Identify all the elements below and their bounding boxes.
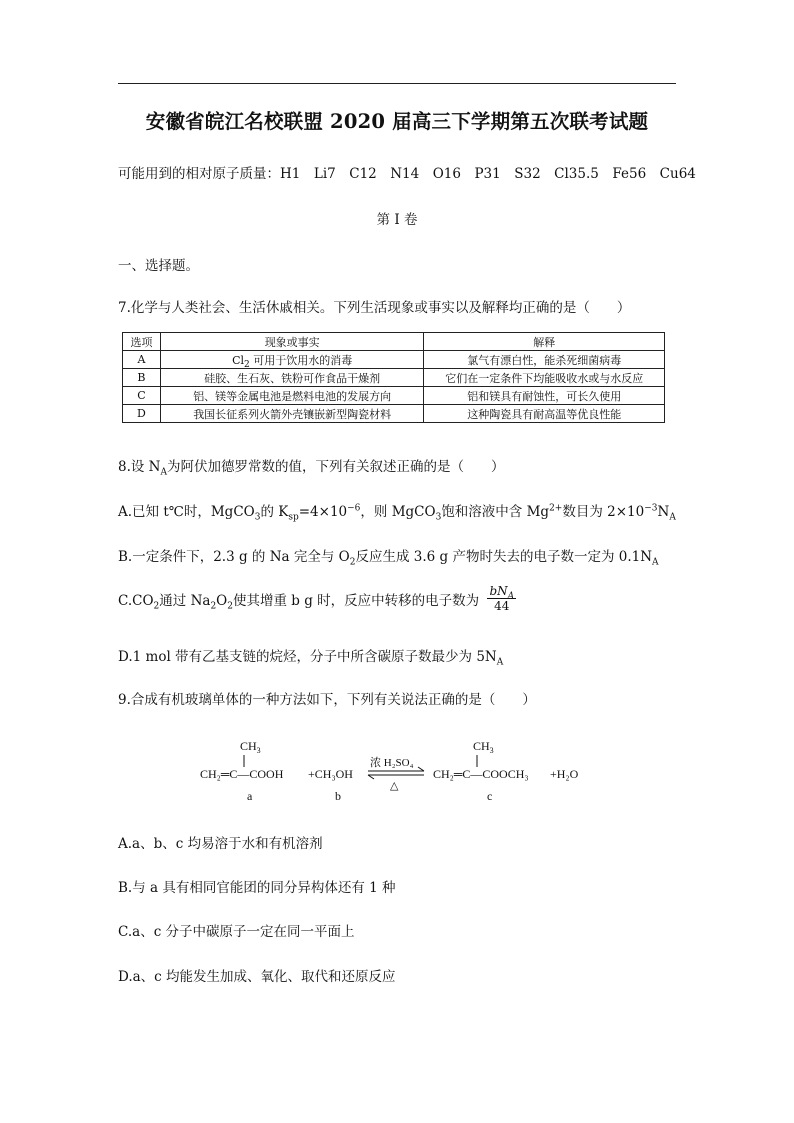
methyl-a: $CH_3$ <box>240 739 261 755</box>
label-c: c <box>487 789 493 803</box>
q8-option-c: $C.CO_2$通过 $Na_2O_2$使其增重 b g 时，反应中转移的电子数为 $\frac{bN_A}{44}$ <box>118 584 515 613</box>
row-option: D <box>123 405 161 423</box>
row-option: B <box>123 369 161 387</box>
label-a: a <box>247 789 253 803</box>
reaction-equation <box>190 736 610 806</box>
electron-count-fraction: $\frac{bN_A}{44}$ <box>489 584 515 613</box>
q8-option-a: A.已知 t℃时，MgCO$_3$的 $K_{sp}=4\times 10^{-6}$，则 MgCO$_3$饱和溶液中含 $Mg^{2+}$数目为 $2\times 10^{-3}N_A$ <box>118 503 676 523</box>
q8-option-d: D.1 mol 带有乙基支链的烷烃，分子中所含碳原子数最少为 $5N_A$ <box>118 649 504 668</box>
table-row <box>123 405 665 423</box>
q9-option-b: B.与 a 具有相同官能团的同分异构体还有 1 种 <box>118 880 396 896</box>
catalyst-label: 浓 H₂SO₄ <box>370 757 414 769</box>
table-header-row <box>123 333 665 351</box>
row-explanation: 它们在一定条件下均能吸收水或与水反应 <box>424 369 665 387</box>
row-option: C <box>123 387 161 405</box>
table-row <box>123 387 665 405</box>
label-b: b <box>335 789 341 803</box>
product-water: +H₂O <box>550 767 579 781</box>
table-row <box>123 369 665 387</box>
q7-stem: 7.化学与人类社会、生活休戚相关。下列生活现象或事实以及解释均正确的是（ ） <box>118 300 631 316</box>
table-row <box>123 351 665 369</box>
row-fact: $Cl_2$ 可用于饮用水的消毒 <box>160 351 424 369</box>
part-heading: 一、选择题。 <box>118 258 199 274</box>
reactant-a: CH₂═C—COOH <box>200 767 284 781</box>
q8-stem: 8.设 $N_A$为阿伏加德罗常数的值，下列有关叙述正确的是（ ） <box>118 459 505 478</box>
header-option: 选项 <box>123 333 161 351</box>
header-rule <box>118 83 676 84</box>
row-explanation: 铝和镁具有耐蚀性，可长久使用 <box>424 387 665 405</box>
heat-symbol: △ <box>390 780 399 792</box>
q9-stem: 9.合成有机玻璃单体的一种方法如下，下列有关说法正确的是（ ） <box>118 692 536 708</box>
header-explanation: 解释 <box>424 333 665 351</box>
page-title: 安徽省皖江名校联盟 2020 届高三下学期第五次联考试题 <box>145 110 649 133</box>
reactant-b: +CH₃OH <box>308 767 353 781</box>
header-fact: 现象或事实 <box>160 333 424 351</box>
q9-option-d: D.a、c 均能发生加成、氧化、取代和还原反应 <box>118 969 396 985</box>
section-label: 第 I 卷 <box>376 212 418 228</box>
q8-option-b: B.一定条件下，2.3 g 的 Na 完全与 $O_2$反应生成 3.6 g 产物时失去的电子数一定为 $0.1N_A$ <box>118 549 659 568</box>
row-option: A <box>123 351 161 369</box>
row-explanation: 氯气有漂白性，能杀死细菌病毒 <box>424 351 665 369</box>
row-explanation: 这种陶瓷具有耐高温等优良性能 <box>424 405 665 423</box>
q9-option-c: C.a、c 分子中碳原子一定在同一平面上 <box>118 924 355 940</box>
row-fact: 硅胶、生石灰、铁粉可作食品干燥剂 <box>160 369 424 387</box>
atomic-masses: 可能用到的相对原子质量：H1 Li7 C12 N14 O16 P31 S32 Cl35.5 Fe56 Cu64 <box>118 166 696 182</box>
product-c: CH₂═C—COOCH₃ <box>433 767 529 781</box>
q7-table <box>122 332 665 423</box>
row-fact: 铝、镁等金属电池是燃料电池的发展方向 <box>160 387 424 405</box>
methyl-c: $CH_3$ <box>473 739 494 755</box>
q9-option-a: A.a、b、c 均易溶于水和有机溶剂 <box>118 836 323 852</box>
row-fact: 我国长征系列火箭外壳镶嵌新型陶瓷材料 <box>160 405 424 423</box>
